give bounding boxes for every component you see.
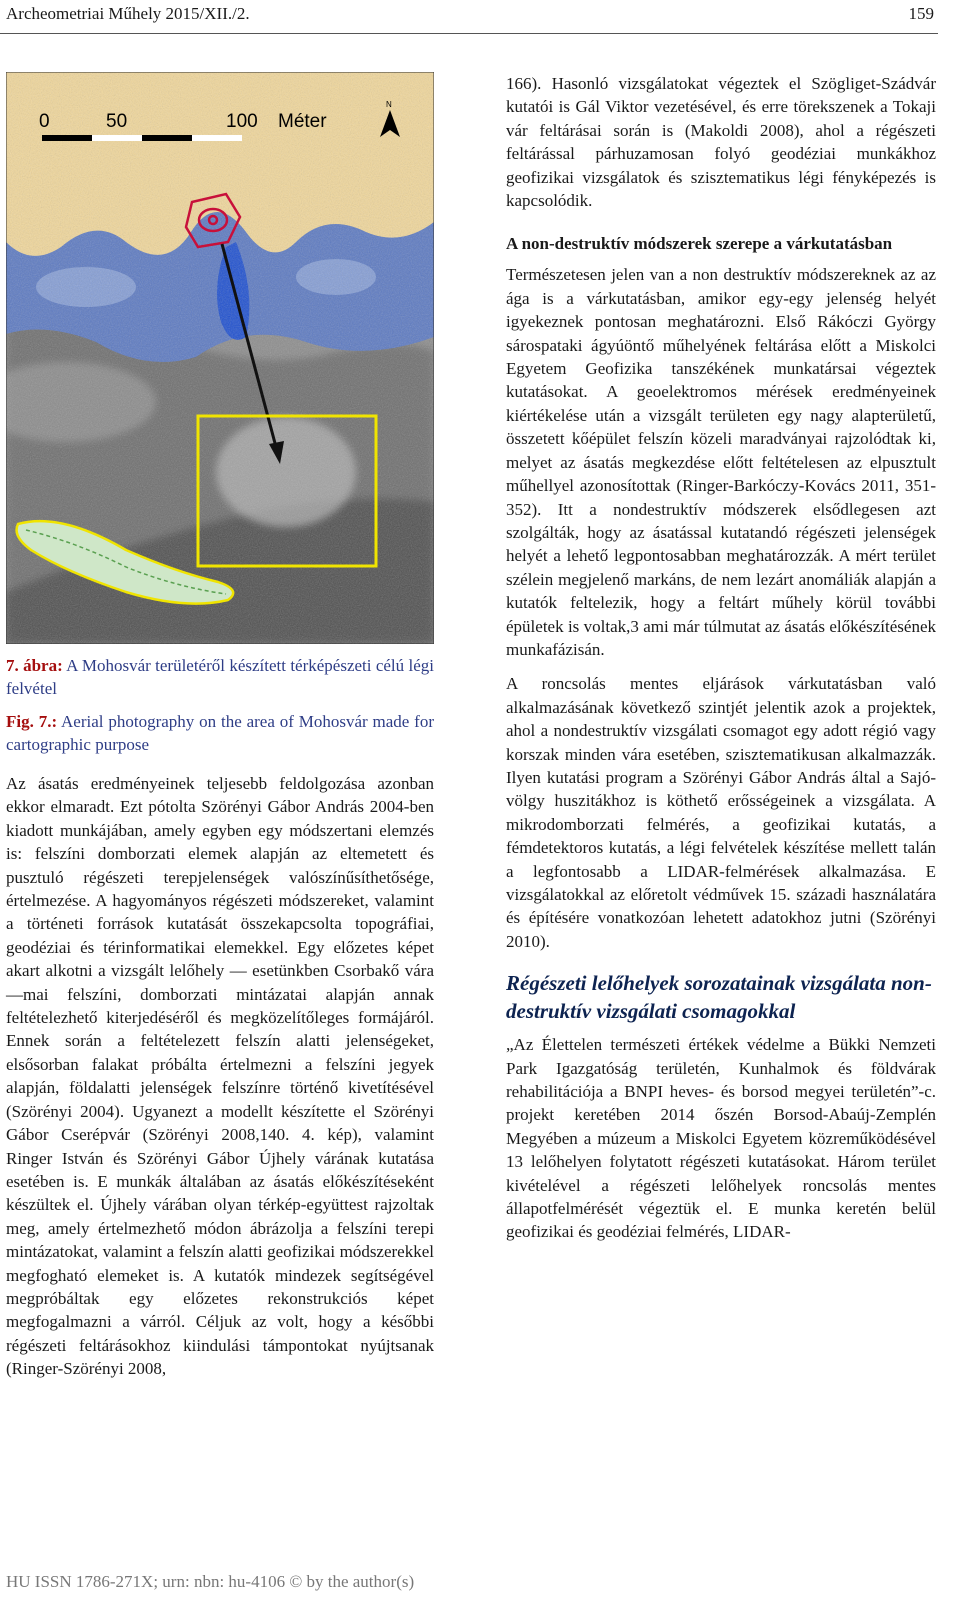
right-paragraph-1: 166). Hasonló vizsgálatokat végeztek el Szögliget-Szádvár kutatói is Gál Viktor vezetésével, és erre törekszenek a Tokaji vár feltárásai során is (Makoldi 2008), ahol a régészeti feltárással párhuzamosan folyó geodéziai munkákhoz geofizikai vizsgálatok és szisztematikus légi fényképezés is kapcsolódik.: [506, 74, 936, 211]
scale-label-100: 100: [226, 111, 258, 132]
right-paragraph-3: A roncsolás mentes eljárások várkutatásban való alkalmazásának következő szintjét jelentik azok a projektek, ahol a nondestruktív vizsgálati csomagot egy adott régió vagy korszak minden vára esetében, szisztematikusan alkalmazzák. Ilyen kutatási program a Szörényi Gábor András által a Sajó-völgy huszitákhoz is köthető erősségeinek a vizsgálata. A mikrodomborzati felmérés, a geofizikai kutatás, a fémdetektoros kutatás, a légi felvételek készítése mellett talán a legfontosabb a LIDAR-felmérések alkalmazása. E vizsgálatokkal az előretolt védművek 15. századi használatára és építésére vonatkozóan lehetett adatokhoz jutni (Szörényi 2010).: [506, 674, 936, 951]
north-label: N: [386, 100, 392, 109]
aerial-photo: [6, 72, 434, 644]
left-paragraph-1: Az ásatás eredményeinek teljesebb feldolgozása azonban ekkor elmaradt. Ezt pótolta Szörényi Gábor András 2004-ben kiadott munkájában, amely egyben egy módszertani elemzés is: felszíni domborzati elemek alapján az eltemetett és pusztuló régészeti terepjelenségek valószínűsíthetősége, értelmezése. A hagyományos régészeti módszereket, valamint a történeti források kutatását összekapcsolta topográfiai, geodéziai és térinformatikai elemekkel. Egy előzetes képet akart alkotni a vizsgált lelőhely — esetünkben Csorbakő vára —mai felszíni, domborzati mintázatai alapján annak feltételezhető kiterjedéséről és megközelítőleges formájáról. Ennek során a feltételezett felszín alatti jelenségeket, elsősorban falakat próbálta értelmezni a felszíni jegyek alapján, földalatti jelenségek felszínre történő kivetítésével (Szörényi 2004). Ugyanezt a modellt készítette el Szörényi Gábor Cserépvár (Szörényi 2008,140. 4. kép), valamint Ringer István és Szörényi Gábor Újhely várának kutatása esetében is. E munkák általában az ásatás előkészítéseként készültek el. Újhely várában olyan térkép-együttest rajzoltak meg, amely értelmezhető módon ábrázolja a felszíni terepi mintázatokat, valamint a felszín alatti geofizikai módszerekkel megfogható elemeket is. A kutatók mindezek segítségével megpróbáltak egy előzetes rekonstrukciós képet megfogalmazni a várról. Céljuk az volt, hogy a későbbi régészeti feltárásokhoz kiindulási támpontokat nyújtsanak (Ringer-Szörényi 2008,: [6, 774, 434, 1379]
page-number: 159: [908, 4, 934, 23]
section-heading-1: A non-destruktív módszerek szerepe a várkutatásban: [506, 234, 893, 254]
journal-title: Archeometriai Műhely 2015/XII./2.: [6, 4, 250, 23]
scale-unit: Méter: [278, 111, 327, 132]
caption-hungarian: [6, 654, 434, 700]
right-column: [506, 72, 936, 1255]
right-paragraph-2: Természetesen jelen van a non destruktív módszereknek az az ága is a várkutatásban, amikor egy-egy jelenség helyét igyekeznek pontosan meghatározni. Első Rákóczi György sárospataki ágyúöntő műhelyének feltárása előtt a Miskolci Egyetem Geofizika tanszékének munkatársai végeztek kutatásokat. A geoelektromos mérések eredményeinek kiértékelése után a vizsgált területen egy nagy alapterületű, összetett kőépület felszín közeli maradványai rajzolódtak ki, melyet az ásatás megkezdése előtt feltételesen az elpusztult műhellyel azonosítottak (Ringer-Barkóczy-Kovács 2011, 351-352). Itt a nondestruktív módszerek elsődlegesen azt szolgálták, hogy az ásatással kutatandó régészeti jelenségek helyét a lehető legpontosabban meghatározzák. A mért terület szélein megjelenő markáns, de nem lezárt anomáliák alapján a kutatók feltelezik, hogy a feltárt műhely körül további épületek is voltak,3 ami már túlmutat az ásatás előkészítésének munkafázisán.: [506, 265, 936, 659]
scale-label-0: 0: [39, 111, 50, 132]
page-header: [0, 0, 960, 40]
left-column: [6, 72, 434, 1392]
caption-hungarian-text: A Mohosvár területéről készített térképészeti célú légi felvétel: [6, 656, 434, 698]
caption-english-text: Aerial photography on the area of Mohosvár made for cartographic purpose: [6, 712, 434, 754]
aerial-photo-figure: [6, 72, 434, 644]
caption-english-label: Fig. 7.:: [6, 712, 58, 731]
page-footer: HU ISSN 1786-271X; urn: nbn: hu-4106 © by the author(s): [6, 1572, 415, 1591]
caption-hungarian-label: 7. ábra:: [6, 656, 63, 675]
caption-english: [6, 710, 434, 756]
section-heading-2: Régészeti lelőhelyek sorozatainak vizsgálata non-destruktív vizsgálati csomagokkal: [506, 971, 932, 1024]
right-paragraph-4: „Az Élettelen természeti értékek védelme a Bükki Nemzeti Park Igazgatóság területén, Kunhalmok és földvárak rehabilitációja a BNPI heves- és borsod megyei területén”-c. projekt keretében 2014 őszén Borsod-Abaúj-Zemplén Megyében a múzeum a Miskolci Egyetem közreműködésével 13 lelőhelyen folytatott régészeti kutatásokat. Három terület kivételével a régészeti lelőhelyek roncsolás mentes állapotfelmérését végeztük el. E munka keretén belül geofizikai és geodéziai felmérés, LIDAR-: [506, 1035, 936, 1242]
scale-label-50: 50: [106, 111, 128, 132]
header-rule: [0, 33, 938, 34]
